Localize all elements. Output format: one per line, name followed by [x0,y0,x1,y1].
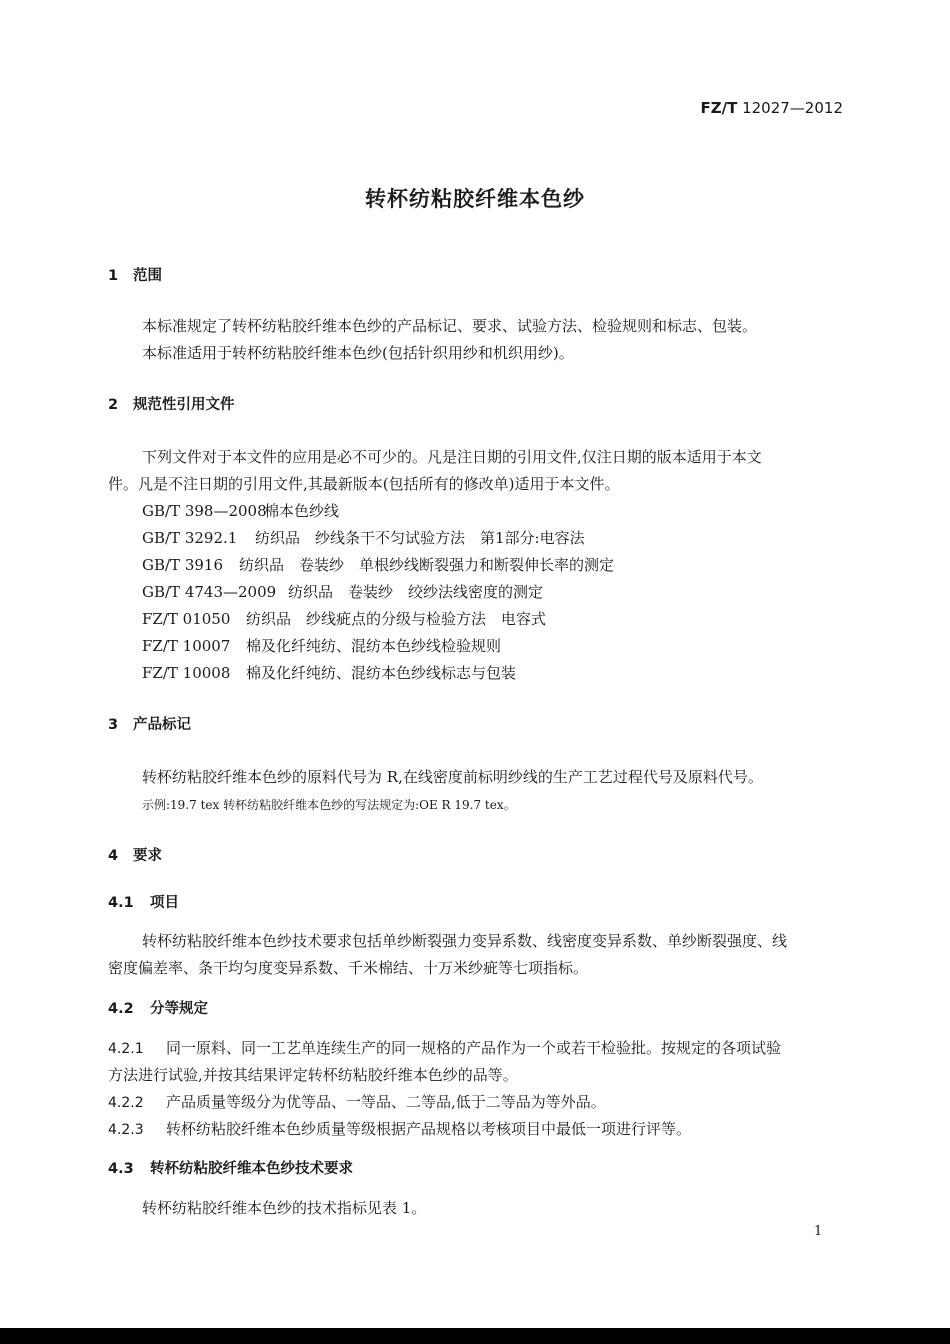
reference-name: 棉本色纱线 [264,502,340,520]
section-4-heading [108,846,162,866]
clause-number: 4.2.2 [108,1095,144,1111]
reference-code: FZ/T 10007 [142,637,231,655]
clause-text: 产品质量等级分为优等品、一等品、二等品,低于二等品为等外品。 [166,1093,606,1111]
clause-text: 转杯纺粘胶纤维本色纱质量等级根据产品规格以考核项目中最低一项进行评等。 [166,1120,692,1138]
reference-item [142,555,614,575]
subsection-4-2-heading [108,999,208,1019]
paragraph: 密度偏差率、条干均匀度变异系数、千米棉结、十万米纱疵等七项指标。 [108,959,589,977]
paragraph: 方法进行试验,并按其结果评定转杯纺粘胶纤维本色纱的品等。 [108,1066,518,1084]
subsection-title: 项目 [150,895,179,911]
clause-4-2-3 [108,1119,691,1140]
section-number: 1 [108,268,119,284]
standard-number: 12027—2012 [742,99,843,117]
reference-name: 棉及化纤纯纺、混纺本色纱线检验规则 [246,637,502,655]
clause-number: 4.2.1 [108,1041,144,1057]
paragraph: 本标准适用于转杯纺粘胶纤维本色纱(包括针织用纱和机织用纱)。 [142,344,574,362]
reference-item [142,663,516,683]
bottom-edge-bar [0,1328,950,1344]
reference-name: 棉及化纤纯纺、混纺本色纱线标志与包装 [246,664,517,682]
clause-4-2-1 [108,1038,781,1059]
section-number: 3 [108,717,119,733]
paragraph: 转杯纺粘胶纤维本色纱的原料代号为 R,在线密度前标明纱线的生产工艺过程代号及原料代号。 [142,768,763,786]
paragraph: 下列文件对于本文件的应用是必不可少的。凡是注日期的引用文件,仅注日期的版本适用于本文 [142,448,762,466]
reference-item [142,501,339,521]
reference-name: 纺织品 纱线疵点的分级与检验方法 电容式 [246,610,547,628]
section-2-heading [108,395,235,415]
subsection-title: 分等规定 [150,1001,208,1017]
page-number: 1 [814,1224,823,1239]
example-note: 示例:19.7 tex 转杯纺粘胶纤维本色纱的写法规定为:OE R 19.7 tex。 [142,798,516,812]
paragraph: 转杯纺粘胶纤维本色纱的技术指标见表 1。 [142,1199,427,1217]
document-title: 转杯纺粘胶纤维本色纱 [365,187,585,211]
standard-code [700,99,843,117]
paragraph: 件。凡是不注日期的引用文件,其最新版本(包括所有的修改单)适用于本文件。 [108,475,620,493]
clause-number: 4.2.3 [108,1122,144,1138]
reference-code: GB/T 4743—2009 [142,583,277,601]
subsection-number: 4.3 [108,1161,134,1177]
paragraph: 转杯纺粘胶纤维本色纱技术要求包括单纱断裂强力变异系数、线密度变异系数、单纱断裂强度、线 [142,932,788,950]
reference-code: FZ/T 01050 [142,610,231,628]
standard-prefix: FZ/T [700,99,738,117]
reference-item [142,609,546,629]
subsection-4-1-heading [108,893,179,913]
reference-code: FZ/T 10008 [142,664,231,682]
section-title: 规范性引用文件 [133,397,235,413]
reference-code: GB/T 3292.1 [142,529,238,547]
reference-name: 纺织品 纱线条干不匀试验方法 第1部分:电容法 [255,529,585,547]
reference-name: 纺织品 卷装纱 绞纱法线密度的测定 [288,583,544,601]
section-title: 范围 [133,268,162,284]
section-number: 4 [108,848,119,864]
section-title: 要求 [133,848,162,864]
reference-item [142,582,543,602]
subsection-4-3-heading [108,1159,353,1179]
reference-code: GB/T 3916 [142,556,224,574]
reference-item [142,636,501,656]
clause-text: 同一原料、同一工艺单连续生产的同一规格的产品作为一个或若干检验批。按规定的各项试验 [166,1039,782,1057]
reference-item [142,528,585,548]
clause-4-2-2 [108,1092,606,1113]
section-1-heading [108,266,162,286]
reference-code: GB/T 398—2008 [142,502,267,520]
subsection-number: 4.1 [108,895,134,911]
section-title: 产品标记 [133,717,191,733]
subsection-title: 转杯纺粘胶纤维本色纱技术要求 [150,1161,353,1177]
subsection-number: 4.2 [108,1001,134,1017]
section-3-heading [108,715,191,735]
section-number: 2 [108,397,119,413]
reference-name: 纺织品 卷装纱 单根纱线断裂强力和断裂伸长率的测定 [239,556,615,574]
paragraph: 本标准规定了转杯纺粘胶纤维本色纱的产品标记、要求、试验方法、检验规则和标志、包装。 [142,317,758,335]
